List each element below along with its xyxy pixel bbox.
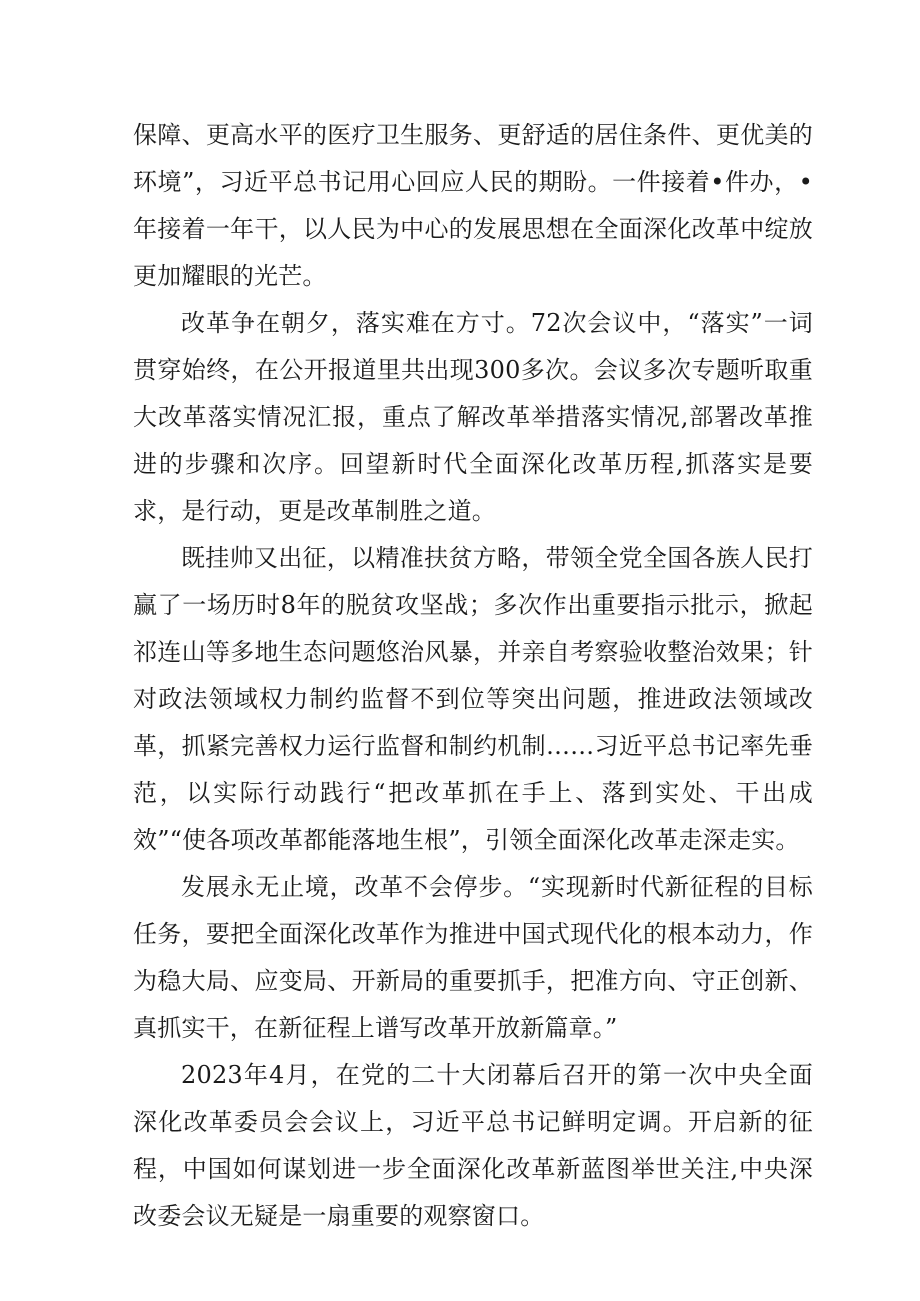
paragraph-3: 既挂帅又出征，以精准扶贫方略，带领全党全国各族人民打赢了一场历时8年的脱贫攻坚战；多次作出重要指示批示，掀起祁连山等多地生态问题悠治风暴，并亲自考察验收整治效果；针对政法领域权力制约监督不到位等突出问题，推进政法领域改革，抓紧完善权力运行监督和制约机制……习近平总书记率先垂范，以实际行动践行“把改革抓在手上、落到实处、干出成效”“使各项改革都能落地生根”，引领全面深化改革走深走实。	[133, 544, 813, 854]
paragraph-2: 改革争在朝夕，落实难在方寸。72次会议中，“落实”一词贯穿始终，在公开报道里共出现300多次。会议多次专题听取重大改革落实情况汇报，重点了解改革举措落实情况,部署改革推进的步骤和次序。回望新时代全面深化改革历程,抓落实是要求，是行动，更是改革制胜之道。	[133, 309, 813, 525]
article-body	[133, 112, 813, 1240]
paragraph-1: 保障、更高水平的医疗卫生服务、更舒适的居住条件、更优美的环境”，习近平总书记用心回应人民的期盼。一件接着•件办，•年接着一年干，以人民为中心的发展思想在全面深化改革中绽放更加耀眼的光芒。	[133, 121, 813, 290]
paragraph-4: 发展永无止境，改革不会停步。“实现新时代新征程的目标任务，要把全面深化改革作为推进中国式现代化的根本动力，作为稳大局、应变局、开新局的重要抓手，把准方向、守正创新、真抓实干，在新征程上谱写改革开放新篇章。”	[133, 873, 813, 1042]
paragraph-5: 2023年4月，在党的二十大闭幕后召开的第一次中央全面深化改革委员会会议上，习近平总书记鲜明定调。开启新的征程，中国如何谋划进一步全面深化改革新蓝图举世关注,中央深改委会议无疑是一扇重要的观察窗口。	[133, 1061, 813, 1230]
